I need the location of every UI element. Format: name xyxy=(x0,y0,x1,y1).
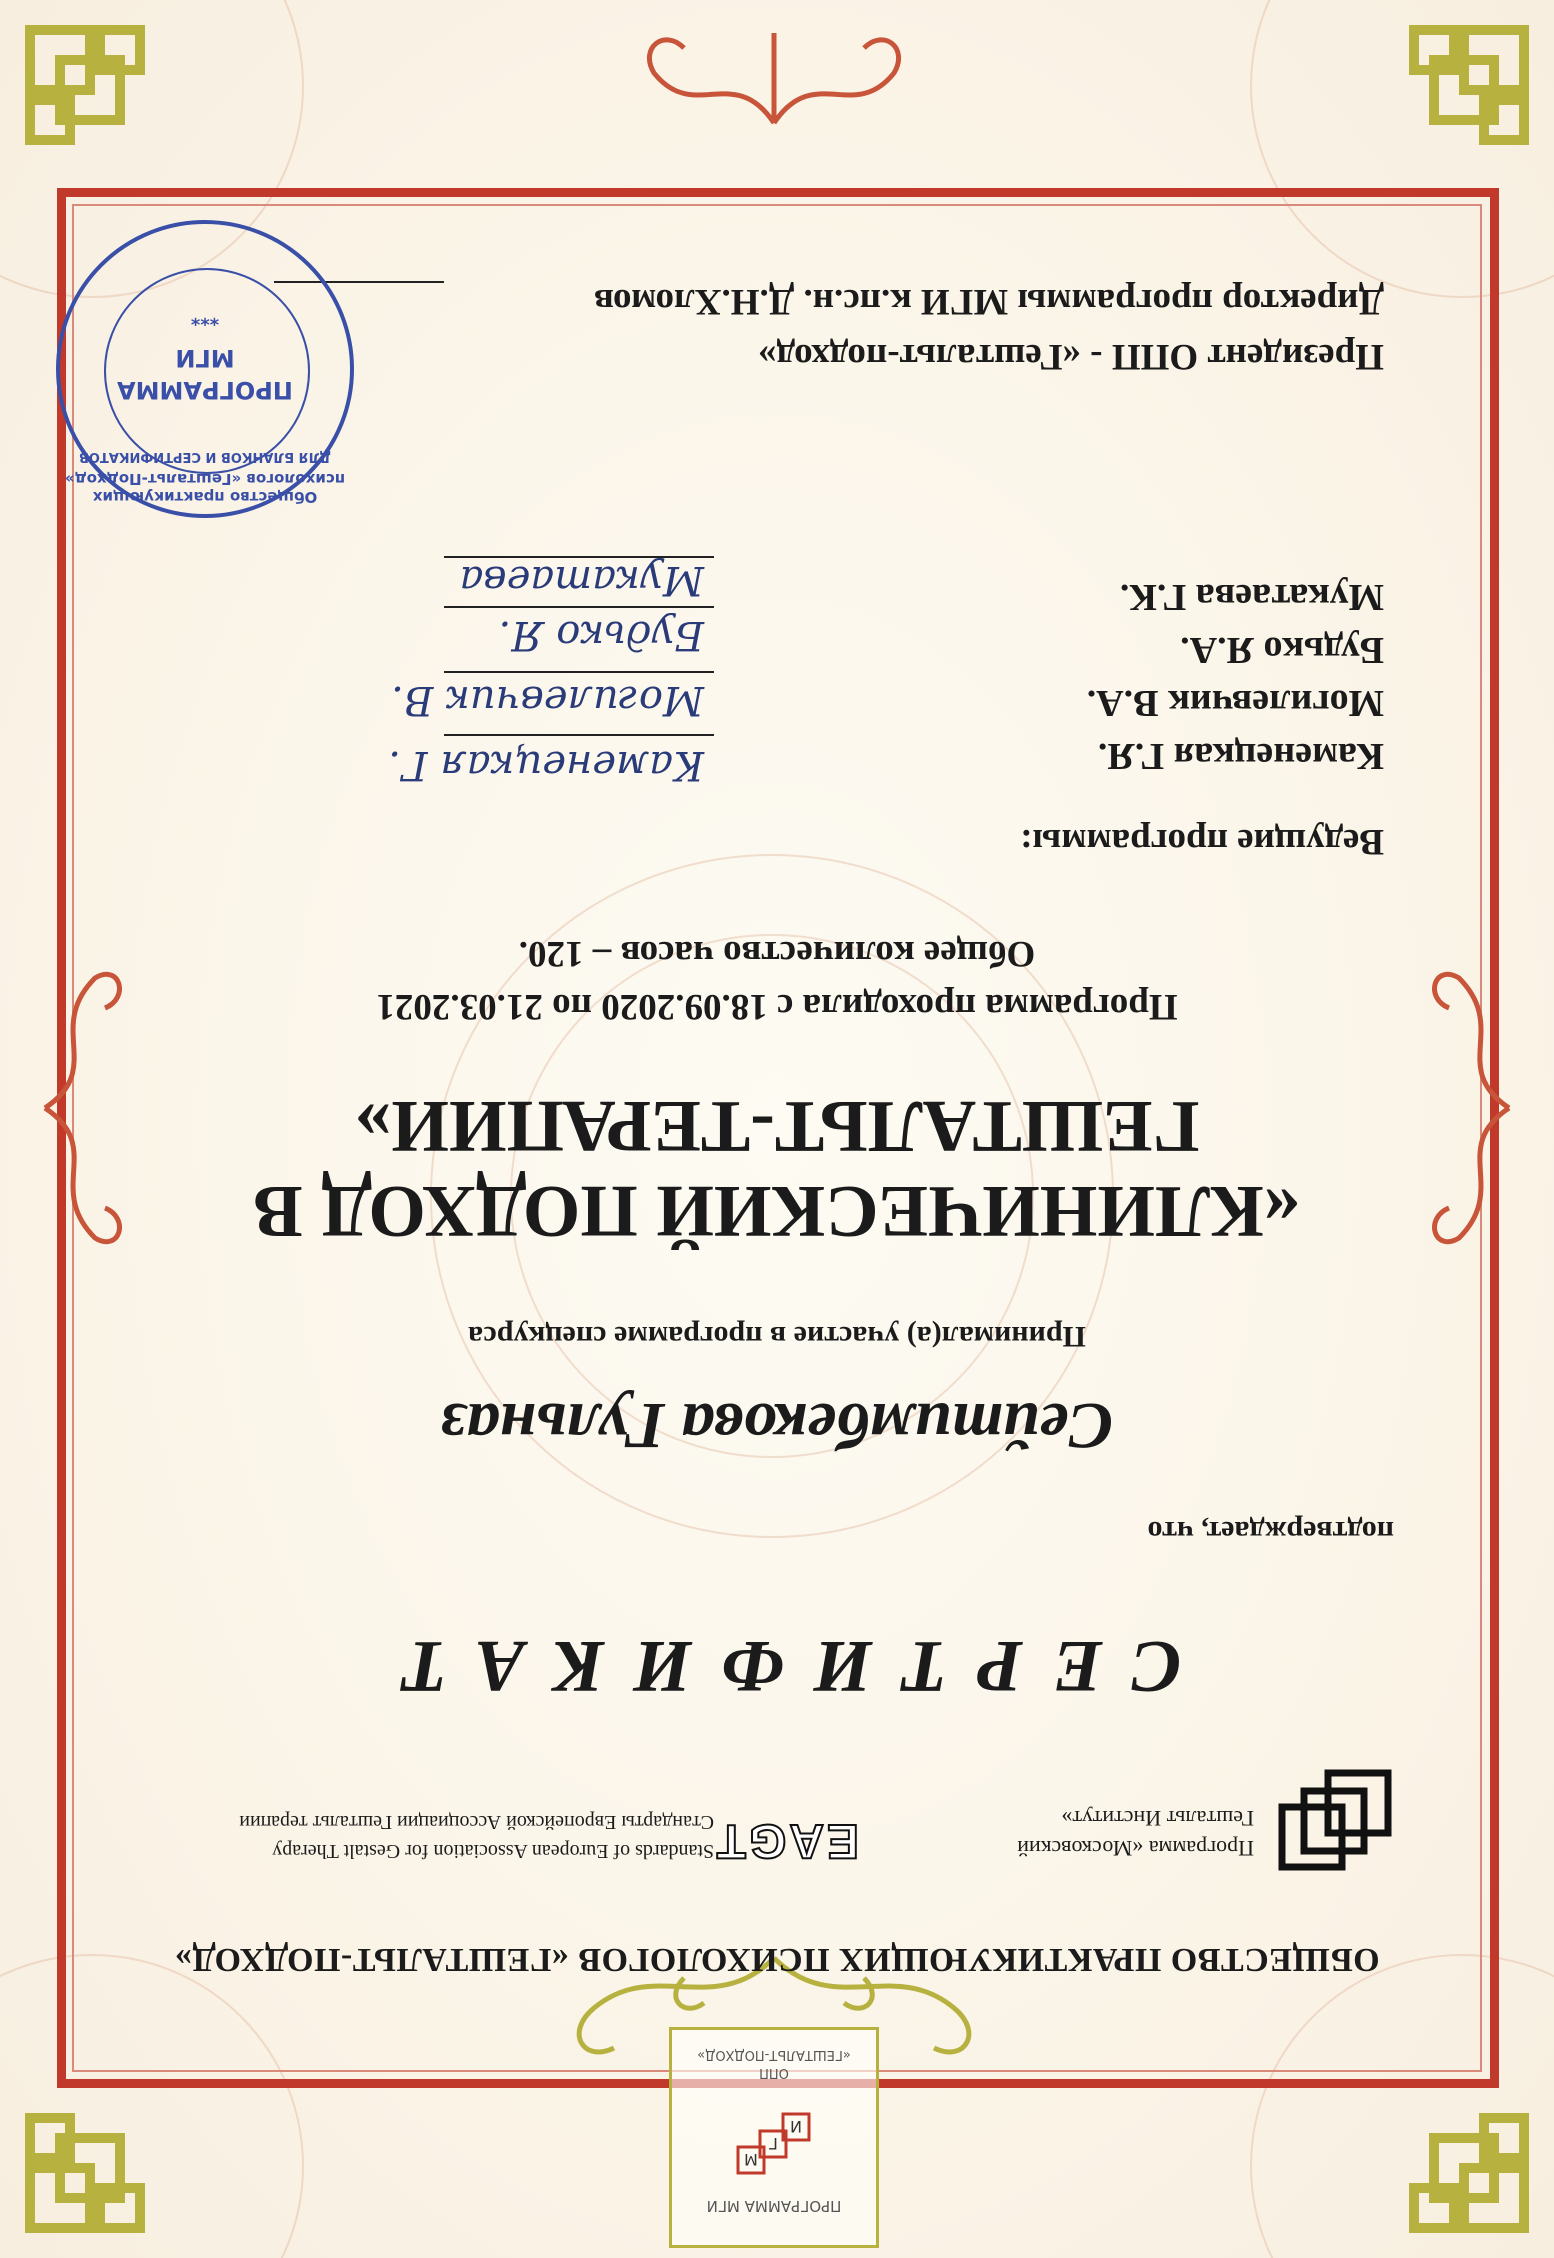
signature-line xyxy=(444,606,714,608)
badge-line3: ПРОГРАММА МГИ xyxy=(706,2197,842,2215)
knot-ornament-icon xyxy=(1384,20,1534,170)
participation-text: Принимал(а) участие в программе спецкурса xyxy=(468,1320,1086,1353)
mgi-line1: Программа «Московский xyxy=(1017,1836,1254,1861)
program-title-line2: ГЕШТАЛЬТ-ТЕРАПИИ» xyxy=(354,1085,1200,1167)
director-line: Директор программы МГИ к.пс.н. Д.Н.Хломов xyxy=(593,281,1384,322)
svg-text:И: И xyxy=(790,2117,802,2136)
knot-ornament-icon xyxy=(20,2088,170,2238)
eagt-standards-en: Standards of European Association for Gestalt Therapy xyxy=(272,1840,714,1862)
stamp-outer-text: Общество практикующих психологов «Гештальт-Подход» xyxy=(64,470,346,506)
leader-name: Мукатаева Г.К. xyxy=(1119,576,1384,618)
leader-signature: Мукатаева xyxy=(459,557,704,603)
opp-badge xyxy=(669,2027,879,2248)
stamp-center-text: МГИ xyxy=(175,344,235,372)
program-title-line1: «КЛИНИЧЕСКИЙ ПОДХОД В xyxy=(253,1170,1301,1252)
leader-signature: Каменецкая Г. xyxy=(388,742,704,788)
badge-line2: «ГЕШТАЛЬТ-ПОДХОД» xyxy=(697,2047,851,2062)
certificate-title: СЕРТИФИКАТ xyxy=(372,1625,1182,1707)
leader-signature: Будько Я. xyxy=(498,612,704,658)
stamp-center-text: ПРОГРАММА xyxy=(117,376,293,404)
program-hours: Общее количество часов – 120. xyxy=(518,933,1036,974)
confirms-text: подтверждает, что xyxy=(1147,1515,1394,1548)
leaders-label: Ведущие программы: xyxy=(1020,821,1384,862)
round-stamp xyxy=(56,220,354,518)
eagt-logo: EAGT xyxy=(713,1814,859,1867)
president-line: Президент ОПП - «Гештальт-подход» xyxy=(758,336,1384,377)
mgi-squares-logo-icon xyxy=(1274,1753,1394,1873)
red-leaf-ornament-icon xyxy=(634,13,914,143)
leader-name: Каменецкая Г.Я. xyxy=(1097,735,1384,777)
program-dates: Программа проходила с 18.09.2020 по 21.03.2021 xyxy=(376,986,1178,1027)
stamp-stars: *** xyxy=(190,308,220,329)
recipient-name: Сейтимбекова Гульназ xyxy=(440,1389,1114,1462)
badge-line1: ОПП xyxy=(759,2065,789,2080)
svg-text:М: М xyxy=(744,2150,758,2169)
knot-ornament-icon xyxy=(20,20,170,170)
leader-name: Будько Я.А. xyxy=(1180,629,1384,671)
signature-line xyxy=(444,734,714,736)
organization-name: ОБЩЕСТВО ПРАКТИКУЮЩИХ ПСИХОЛОГОВ «ГЕШТАЛЬТ-ПОДХОД» xyxy=(174,1941,1380,1978)
leader-name: Могилевчик В.А. xyxy=(1086,682,1384,724)
eagt-standards-ru: Стандарты Европейской Ассоциации Гештальт терапии xyxy=(239,1811,714,1833)
svg-text:Г: Г xyxy=(768,2134,778,2153)
signature-line xyxy=(444,671,714,673)
knot-ornament-icon xyxy=(1384,2088,1534,2238)
mgi-program-text xyxy=(1017,1803,1254,1863)
mgi-logo-icon xyxy=(734,2105,814,2175)
leader-signature: Могилевчик В. xyxy=(391,677,704,723)
mgi-line2: Гештальт Институт» xyxy=(1061,1806,1254,1831)
signature-line xyxy=(444,556,714,558)
stamp-ring-text: ДЛЯ БЛАНКОВ И СЕРТИФИКАТОВ xyxy=(78,449,332,464)
